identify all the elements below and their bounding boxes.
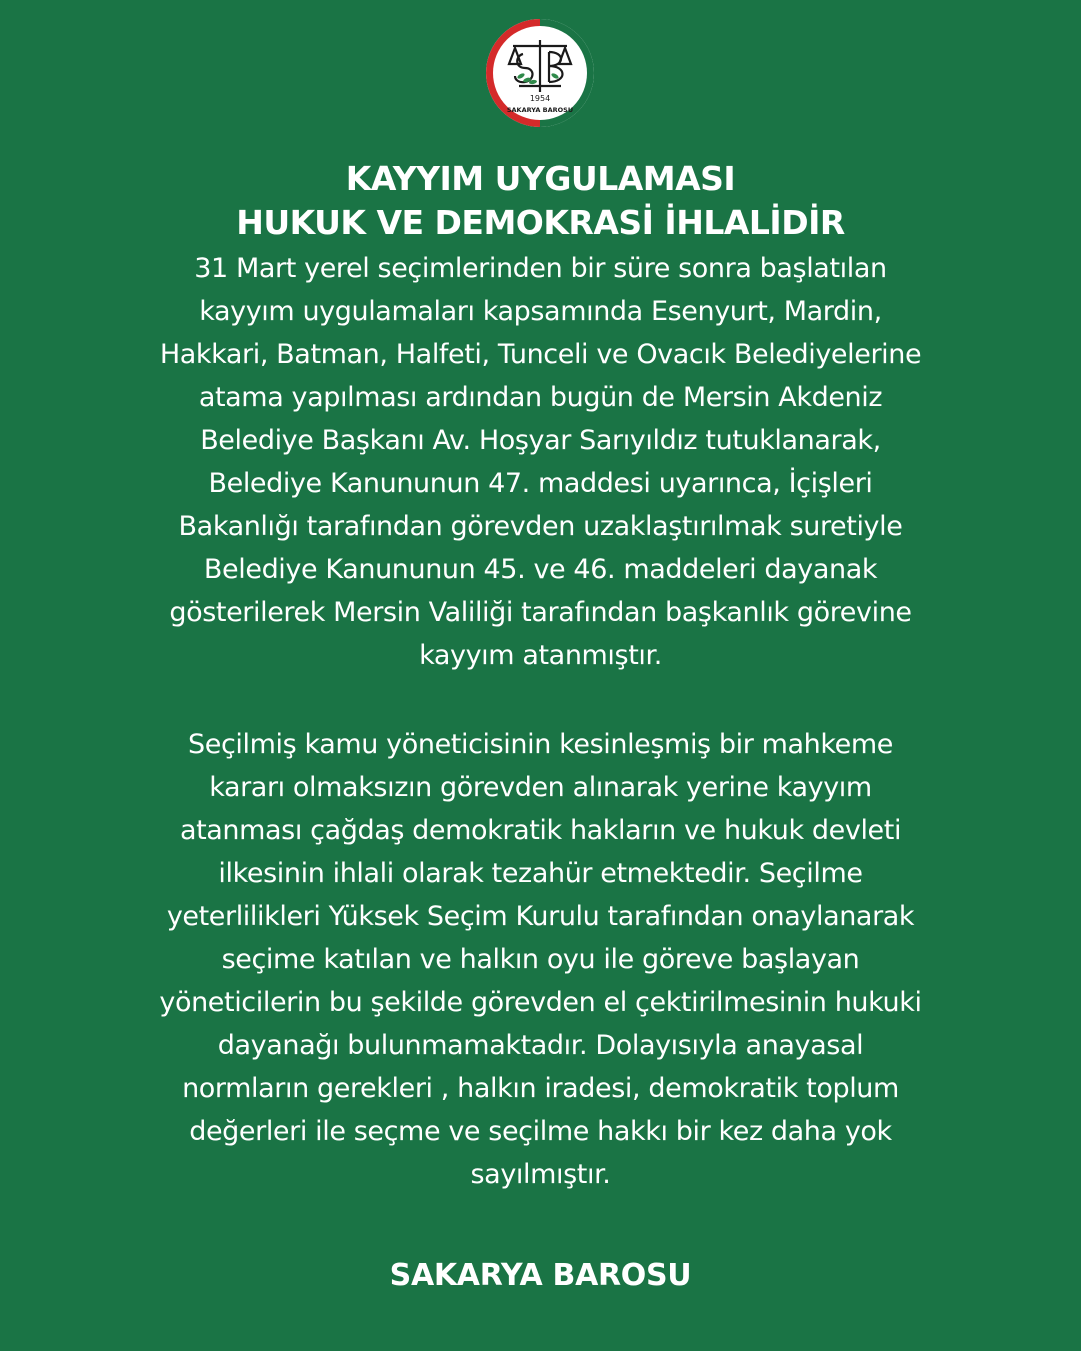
paragraph-1-line: 31 Mart yerel seçimlerinden bir süre sonra başlatılan [194, 253, 887, 284]
paragraph-1-line: gösterilerek Mersin Valiliği tarafından başkanlık görevine [169, 597, 912, 628]
logo-year: 1954 [529, 94, 551, 103]
paragraph-2-line: seçime katılan ve halkın oyu ile göreve başlayan [221, 944, 860, 975]
signature: SAKARYA BAROSU [389, 1258, 692, 1293]
logo-text: SAKARYA BAROSU [506, 106, 574, 114]
paragraph-2-line: Seçilmiş kamu yöneticisinin kesinleşmiş bir mahkeme [188, 729, 893, 760]
sakarya-barosu-logo [485, 18, 595, 128]
paragraph-1-line: Belediye Kanununun 45. ve 46. maddeleri dayanak [203, 554, 878, 585]
paragraph-2-line: değerleri ile seçme ve seçilme hakkı bir kez daha yok [189, 1116, 892, 1147]
paragraph-2-line: normların gerekleri , halkın iradesi, demokratik toplum [182, 1073, 899, 1104]
paragraph-1-line: Hakkari, Batman, Halfeti, Tunceli ve Ovacık Belediyelerine [159, 339, 922, 370]
paragraph-2-line: ilkesinin ihlali olarak tezahür etmektedir. Seçilme [218, 858, 863, 889]
paragraph-2-line: sayılmıştır. [470, 1159, 611, 1190]
page-title-line-1: KAYYIM UYGULAMASI [345, 159, 736, 198]
paragraph-1-line: Belediye Başkanı Av. Hoşyar Sarıyıldız tutuklanarak, [200, 425, 881, 456]
paragraph-2-line: yeterlilikleri Yüksek Seçim Kurulu tarafından onaylanarak [166, 901, 915, 932]
paragraph-1-line: atama yapılması ardından bugün de Mersin Akdeniz [198, 382, 883, 413]
paragraph-2-line: dayanağı bulunmamaktadır. Dolayısıyla anayasal [217, 1030, 864, 1061]
paragraph-1-line: Belediye Kanununun 47. maddesi uyarınca, İçişleri [208, 468, 873, 499]
paragraph-1-line: Bakanlığı tarafından görevden uzaklaştırılmak suretiyle [178, 511, 903, 542]
paragraph-2-line: atanması çağdaş demokratik hakların ve hukuk devleti [179, 815, 902, 846]
page-title-line-2: HUKUK VE DEMOKRASİ İHLALİDİR [236, 203, 845, 242]
paragraph-2-line: kararı olmaksızın görevden alınarak yerine kayyım [209, 772, 872, 803]
paragraph-2-line: yöneticilerin bu şekilde görevden el çektirilmesinin hukuki [159, 987, 922, 1018]
paragraph-1-line: kayyım atanmıştır. [419, 640, 662, 671]
paragraph-1-line: kayyım uygulamaları kapsamında Esenyurt, Mardin, [199, 296, 882, 327]
